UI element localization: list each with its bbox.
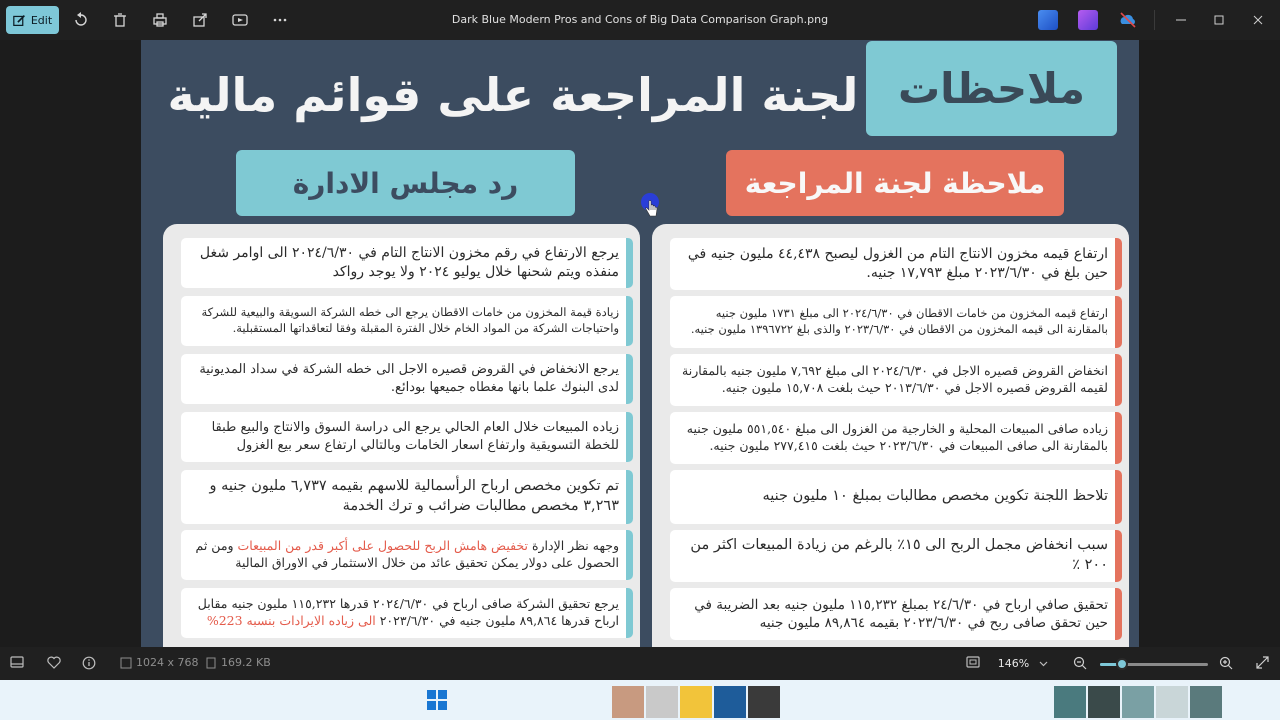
board-response-text-part: يرجع تحقيق الشركة صافى ارباح في ٢٠٢٤/٦/٣٠ قدرها ١١٥,٢٣٢ مليون جنيه مقابل ارباح قدرها ٨٩,٨٦٤ مليون جنيه في ٢٠٢٣/٦/٣٠ [197,596,619,628]
filmstrip-icon[interactable] [10,656,24,668]
card-accent-bar [626,354,633,404]
board-response-card [181,354,633,404]
zoom-in-icon[interactable] [1219,656,1233,670]
os-taskbar [0,680,1280,720]
minimize-icon[interactable] [1171,10,1191,30]
card-accent-bar [1115,470,1122,524]
file-size-text: 169.2 KB [221,656,271,669]
app-toolbar [0,0,1280,40]
board-response-card [181,588,633,638]
highlighted-text: الى زياده الايرادات بنسبه 223% [206,613,376,628]
audit-note-text: سبب انخفاض مجمل الربح الى ١٥٪ بالرغم من زيادة المبيعات اكثر من ٢٠٠ ٪ [690,537,1108,573]
board-response-card [181,412,633,462]
board-response-text: يرجع الانخفاض في القروض قصيره الاجل الى خطه الشركة في سداد المديونية لدى البنوك علما بانها مغطاه جميعها بودائع. [199,362,619,395]
audit-note-text: ارتفاع قيمه المخزون من خامات الاقطان في ٢٠٢٤/٦/٣٠ الى مبلغ ١٧٣١ مليون جنيه بالمقارنة الى قيمه المخزون من الاقطان في ٢٠٢٣/٦/٣٠ والذى بلغ ١٣٩٦٧٢٢ مليون جنيه. [690,306,1108,336]
tray-icon[interactable] [1088,686,1120,718]
close-icon[interactable] [1248,10,1268,30]
audit-notes-panel [652,224,1129,647]
notes-label-box [866,41,1117,136]
clipchamp-icon[interactable] [1078,10,1098,30]
board-response-text: زياده المبيعات خلال العام الحالي يرجع الى دراسة السوق والانتاج والبيع طبقا للخطة التسويقية وارتفاع اسعار الخامات وبالتالي ارتفاع سعر بيع الغزول [211,420,619,453]
taskbar-app-icon[interactable] [748,686,780,718]
audit-note-card [670,412,1122,464]
hand-cursor-icon [644,200,658,222]
audit-header-label: ملاحظة لجنة المراجعة [744,166,1046,200]
favorite-heart-icon[interactable] [47,656,61,669]
zoom-slider-thumb[interactable] [1116,658,1128,670]
tray-icon[interactable] [1156,686,1188,718]
board-response-card [181,238,633,288]
tray-icon[interactable] [1122,686,1154,718]
slide-title: لجنة المراجعة على قوائم مالية [167,68,859,122]
notes-label: ملاحظات [897,64,1086,113]
more-icon[interactable] [270,10,290,30]
onedrive-icon[interactable] [1118,10,1138,30]
board-responses-panel [163,224,640,647]
audit-note-card [670,470,1122,524]
dimensions-icon [120,657,132,669]
card-accent-bar [626,470,633,524]
audit-note-text: انخفاض القروض قصيره الاجل في ٢٠٢٤/٦/٣٠ الى مبلغ ٧,٦٩٢ مليون جنيه بالمقارنة لقيمه القروض قصيره الاجل في ٢٠١٣/٦/٣٠ حيث بلغت ١٥,٧٠٨ مليون جنيه. [682,363,1108,395]
print-icon[interactable] [150,10,170,30]
card-accent-bar [1115,530,1122,582]
card-accent-bar [1115,238,1122,290]
card-accent-bar [626,412,633,462]
taskbar-app-icon[interactable] [714,686,746,718]
board-response-text: يرجع الارتفاع في رقم مخزون الانتاج التام في ٢٠٢٤/٦/٣٠ الى اوامر شغل منفذه ويتم شحنها خلال يوليو ٢٠٢٤ ولا يوجد رواكد [199,245,619,280]
tray-icon[interactable] [1054,686,1086,718]
card-accent-bar [626,238,633,288]
image-canvas[interactable] [0,40,1280,647]
audit-note-text: تلاحظ اللجنة تكوين مخصص مطالبات بمبلغ ١٠ مليون جنيه [762,488,1108,505]
image-dimensions [120,656,199,669]
status-bar [0,647,1280,680]
card-accent-bar [1115,588,1122,640]
board-response-text-part: وجهه نظر الإدارة [527,538,619,554]
card-accent-bar [626,588,633,638]
slideshow-icon[interactable] [230,10,250,30]
card-accent-bar [626,296,633,346]
taskbar-app-icon[interactable] [612,686,644,718]
audit-note-text: ارتفاع قيمه مخزون الانتاج التام من الغزول ليصبح ٤٤,٤٣٨ مليون جنيه في حين بلغ في ٢٠٢٣/٦/٣٠ مبلغ ١٧,٧٩٣ جنيه. [687,246,1108,281]
toolbar-separator [1154,10,1155,30]
board-header-label: رد مجلس الادارة [292,166,519,200]
audit-note-text: تحقيق صافي ارباح في ٢٤/٦/٣٠ بمبلغ ١١٥,٢٣٢ مليون جنيه بعد الضريبة في حين تحقق صافى ربح في ٢٠٢٣/٦/٣٠ بقيمه ٨٩,٨٦٤ مليون جنيه [694,596,1108,631]
board-response-card [181,470,633,524]
dimensions-text: 1024 x 768 [136,656,199,669]
trash-icon[interactable] [110,10,130,30]
board-response-card [181,296,633,346]
file-size-icon [205,657,217,669]
board-response-text: تم تكوين مخصص ارباح الرأسمالية للاسهم بقيمه ٦,٧٣٧ مليون جنيه و ٣,٢٦٣ مخصص مطالبات ضرائب و ترك الخدمة [209,478,619,514]
board-response-header [236,150,575,216]
audit-note-card [670,530,1122,582]
card-accent-bar [1115,296,1122,348]
edit-button-label: Edit [30,13,53,27]
audit-note-text: زياده صافى المبيعات المحلية و الخارجية من الغزول الى مبلغ ٥٥١,٥٤٠ مليون جنيه بالمقارنة الى صافى المبيعات في ٢٠٢٣/٦/٣٠ حيث بلغت ٢٧٧,٤١٥ مليون جنيه. [686,421,1108,453]
highlighted-text: تخفيض هامش الربح للحصول على أكبر قدر من المبيعات [237,538,528,554]
audit-note-card [670,354,1122,406]
zoom-level-text: 146% [997,657,1030,670]
audit-note-card [670,296,1122,348]
file-info-icon[interactable] [82,656,96,670]
audit-note-card [670,588,1122,640]
card-accent-bar [626,530,633,580]
zoom-slider[interactable] [1100,663,1208,666]
fullscreen-icon[interactable] [1256,656,1269,669]
audit-note-header [726,150,1064,216]
card-accent-bar [1115,354,1122,406]
tray-icon[interactable] [1190,686,1222,718]
share-icon[interactable] [190,10,210,30]
windows-start-icon[interactable] [427,690,447,710]
edit-with-app-icon[interactable] [1038,10,1058,30]
board-response-text [189,596,619,630]
maximize-icon[interactable] [1209,10,1229,30]
displayed-image [141,40,1139,647]
card-accent-bar [1115,412,1122,464]
chevron-down-icon [1039,661,1048,667]
edit-icon [13,14,26,27]
edit-button[interactable] [6,6,59,34]
taskbar-app-icon[interactable] [646,686,678,718]
window-title: Dark Blue Modern Pros and Cons of Big Data Comparison Graph.png [451,13,829,26]
zoom-out-icon[interactable] [1073,656,1087,670]
board-response-text [189,538,619,572]
board-response-text: زيادة قيمة المخزون من خامات الاقطان يرجع الى خطه الشركة السويقة والبيعية للشركة واحتياجات الشركة من المواد الخام خلال الفترة المقبلة وفقا لتعاقداتها المستقبلية. [201,305,619,335]
fit-to-window-icon[interactable] [966,656,980,668]
board-response-card [181,530,633,580]
zoom-level-dropdown[interactable] [990,652,1056,675]
file-size [205,656,271,669]
rotate-icon[interactable] [71,10,91,30]
audit-note-card [670,238,1122,290]
board-response-text-part: ومن ثم الحصول على دولار يمكن تحقيق عائد من خلال الاستثمار في الاوراق المالية [195,538,619,570]
taskbar-app-icon[interactable] [680,686,712,718]
